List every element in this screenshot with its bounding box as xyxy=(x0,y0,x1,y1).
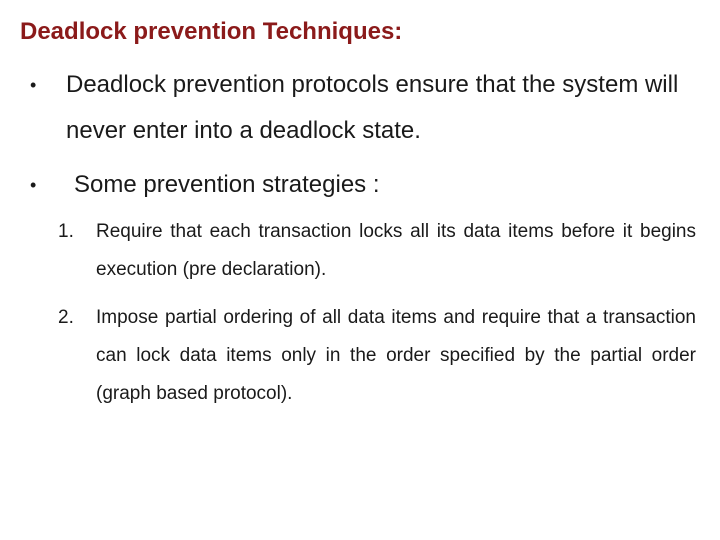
bullet-marker-2: • xyxy=(30,175,37,195)
numbered-item-2-number: 2. xyxy=(58,307,74,328)
bullet-marker-1: • xyxy=(30,75,37,95)
bullet-text-2: Some prevention strategies : xyxy=(74,171,380,198)
numbered-item-2-text: Impose partial ordering of all data items and require that a transaction can lock data items only in the order specified by the partial order (graph based protocol). xyxy=(96,307,696,404)
bullet-text-1: Deadlock prevention protocols ensure that the system will never enter into a deadlock state. xyxy=(66,71,679,144)
numbered-item-1-number: 1. xyxy=(58,221,74,242)
numbered-item-1-text: Require that each transaction locks all its data items before it begins execution (pre declaration). xyxy=(96,221,696,280)
slide-title: Deadlock prevention Techniques: xyxy=(20,18,403,45)
